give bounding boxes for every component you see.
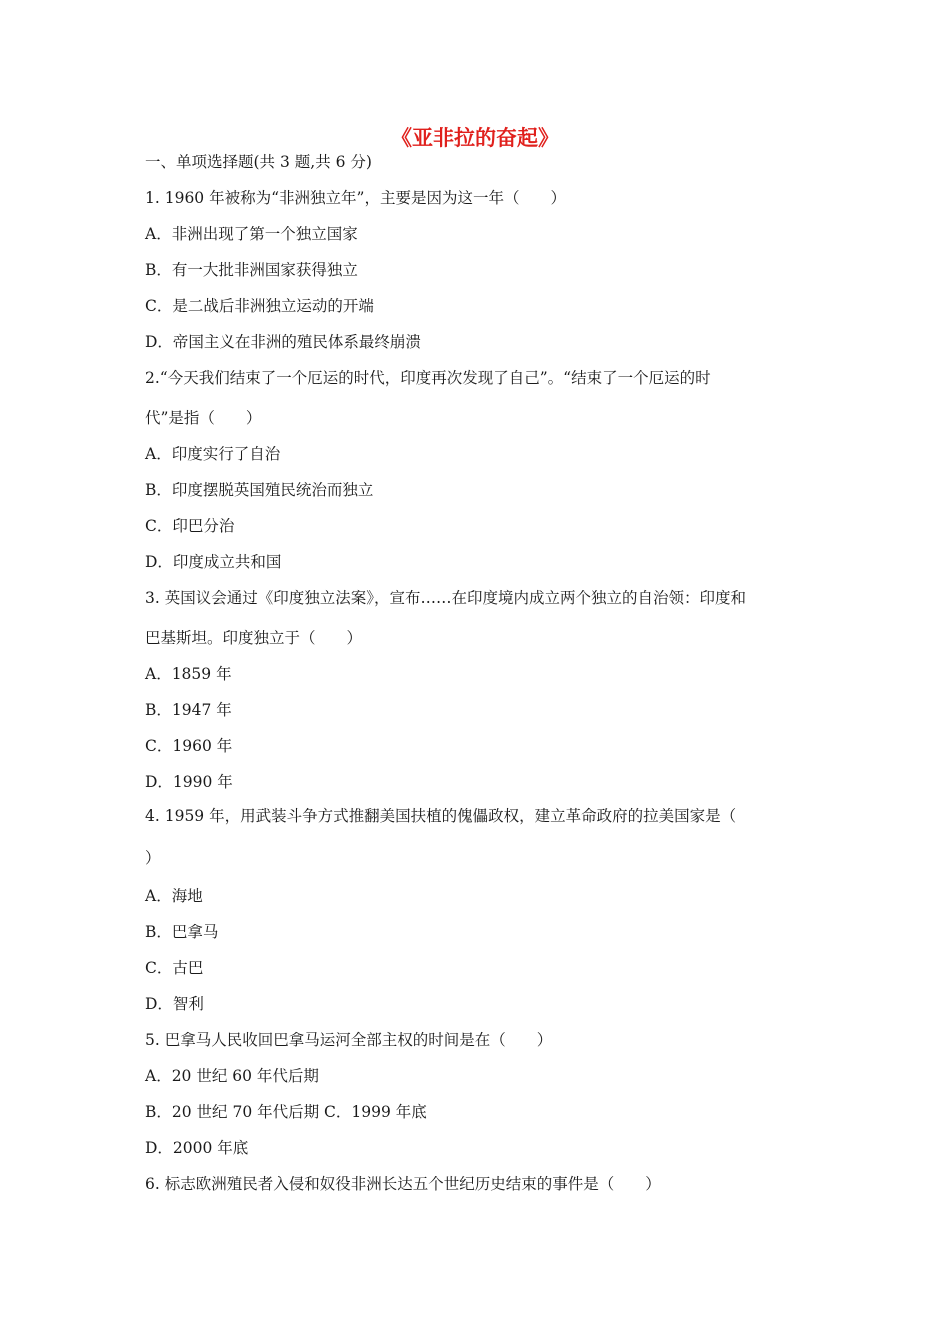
question-1-option-c: C．是二战后非洲独立运动的开端 — [145, 297, 374, 315]
question-3-option-a: A．1859 年 — [145, 665, 232, 683]
question-1-option-b: B．有一大批非洲国家获得独立 — [145, 261, 358, 279]
question-2-stem-line1: 2.“今天我们结束了一个厄运的时代，印度再次发现了自己”。“结束了一个厄运的时 — [145, 369, 711, 387]
question-4-option-a: A．海地 — [145, 887, 203, 905]
question-6-stem: 6. 标志欧洲殖民者入侵和奴役非洲长达五个世纪历史结束的事件是（ ） — [145, 1175, 661, 1193]
document-title: 《亚非拉的奋起》 — [391, 126, 559, 150]
question-2-option-d: D．印度成立共和国 — [145, 553, 282, 571]
question-2-option-a: A．印度实行了自治 — [145, 445, 281, 463]
question-4-stem-line2: ） — [145, 849, 161, 867]
question-2-option-b: B．印度摆脱英国殖民统治而独立 — [145, 481, 374, 499]
question-3-option-d: D．1990 年 — [145, 773, 233, 791]
question-1-option-a: A．非洲出现了第一个独立国家 — [145, 225, 358, 243]
question-4-option-d: D．智利 — [145, 995, 204, 1013]
question-2-option-c: C．印巴分治 — [145, 517, 235, 535]
question-3-stem-line1: 3. 英国议会通过《印度独立法案》，宣布……在印度境内成立两个独立的自治领：印度和 — [145, 589, 746, 607]
question-3-stem-line2: 巴基斯坦。印度独立于（ ） — [145, 629, 363, 647]
question-2-stem-line2: 代”是指（ ） — [145, 409, 262, 427]
question-3-option-c: C．1960 年 — [145, 737, 233, 755]
question-1-option-d: D．帝国主义在非洲的殖民体系最终崩溃 — [145, 333, 421, 351]
question-5-option-d: D．2000 年底 — [145, 1139, 249, 1157]
question-4-option-c: C．古巴 — [145, 959, 204, 977]
section-heading: 一、单项选择题(共 3 题,共 6 分) — [145, 153, 372, 171]
question-1-stem: 1. 1960 年被称为“非洲独立年”，主要是因为这一年（ ） — [145, 189, 566, 207]
question-4-option-b: B．巴拿马 — [145, 923, 219, 941]
question-5-option-b-c: B．20 世纪 70 年代后期 C．1999 年底 — [145, 1103, 427, 1121]
question-3-option-b: B．1947 年 — [145, 701, 232, 719]
question-4-stem-line1: 4. 1959 年，用武装斗争方式推翻美国扶植的傀儡政权，建立革命政府的拉美国家是（ — [145, 807, 737, 825]
question-5-option-a: A．20 世纪 60 年代后期 — [145, 1067, 319, 1085]
question-5-stem: 5. 巴拿马人民收回巴拿马运河全部主权的时间是在（ ） — [145, 1031, 553, 1049]
